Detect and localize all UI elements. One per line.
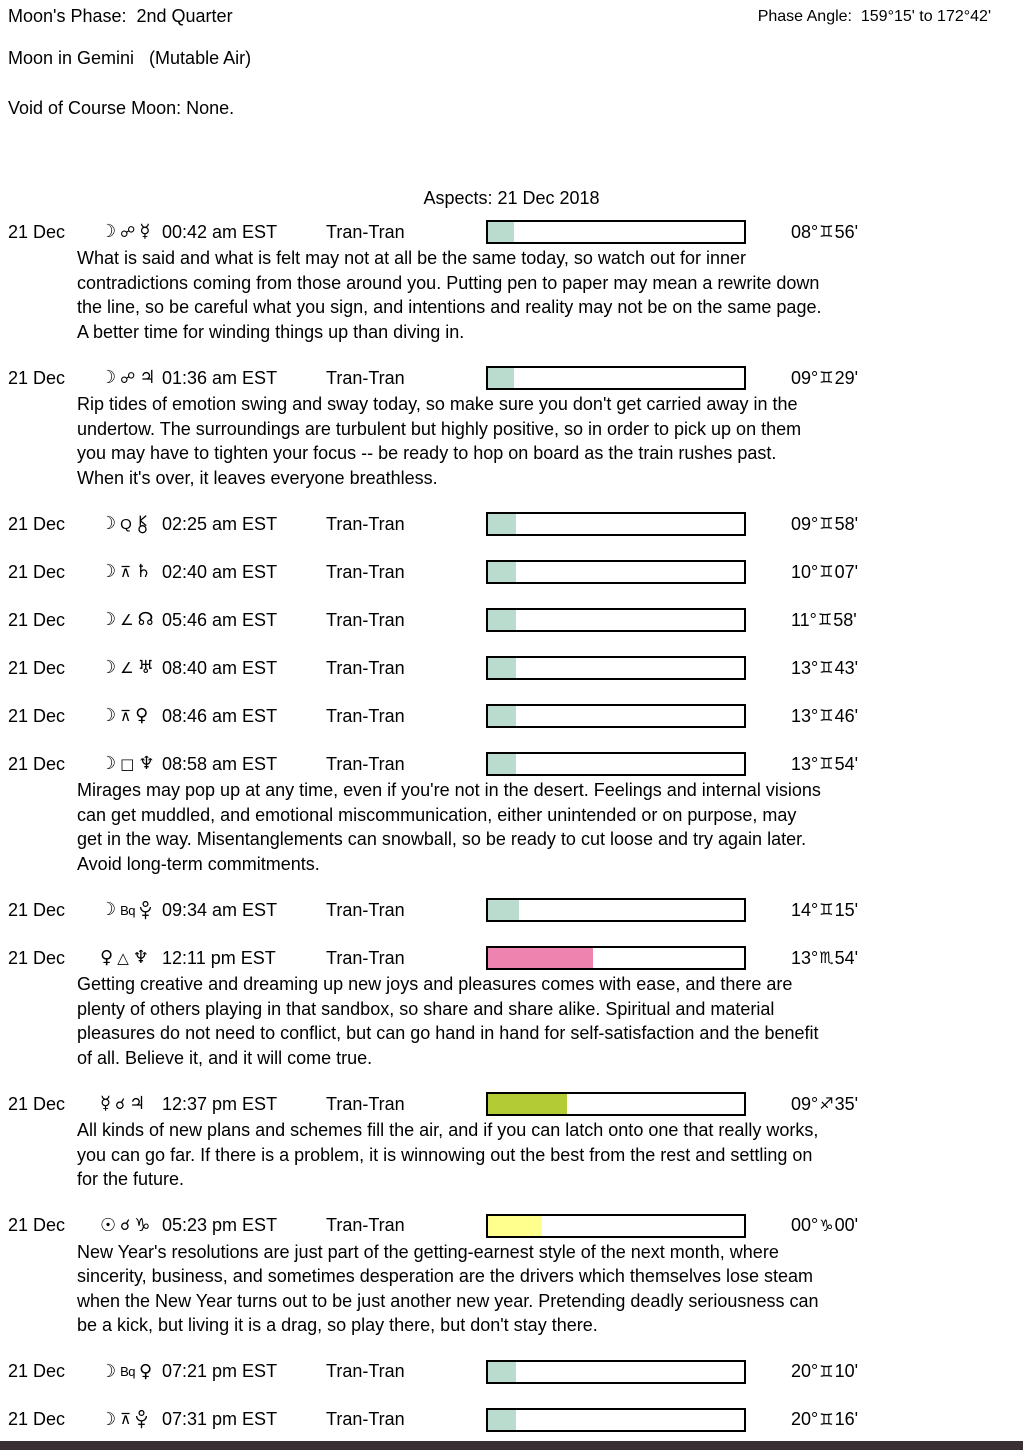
- orb-progress-fill: [488, 562, 516, 582]
- orb-progress-fill: [488, 900, 519, 920]
- description-line: undertow. The surroundings are turbulent but highly positive, so in order to pick up on them: [77, 418, 802, 439]
- aspect-symbols: [100, 611, 162, 629]
- aspect-type: Tran-Tran: [326, 561, 405, 582]
- aspect-date: 21 Dec: [8, 1361, 66, 1381]
- moon-icon: ☽: [100, 221, 117, 242]
- description-line: you may have to tighten your focus -- be ready to hop on board as the train rushes past.: [77, 443, 777, 463]
- degree-value: 09°: [791, 1093, 819, 1114]
- aspect-type: Tran-Tran: [326, 753, 405, 774]
- aspect-type: Tran-Tran: [326, 1215, 405, 1235]
- minutes-value: 07': [834, 561, 859, 582]
- aspect-date: 21 Dec: [8, 899, 66, 920]
- aspect-description: [77, 1118, 1023, 1192]
- scorpio-icon: ♏: [819, 948, 834, 967]
- aspect-symbols: [100, 1410, 162, 1429]
- orb-progress-bar: [486, 1092, 746, 1116]
- aspect-time: 08:58 am EST: [162, 753, 278, 774]
- description-line: when the New Year turns out to be just another new year. Pretending deadly seriousness can: [77, 1290, 819, 1311]
- orb-progress-fill: [488, 658, 516, 678]
- aspect-description: [77, 246, 1023, 344]
- aspect-block: [0, 510, 1023, 538]
- description-line: When it's over, it leaves everyone breathless.: [77, 467, 438, 488]
- degree-value: 09°: [791, 513, 819, 534]
- semisquare-icon: ∠: [120, 658, 134, 677]
- aspect-type: Tran-Tran: [326, 1361, 405, 1381]
- aspect-description: [77, 1240, 1023, 1338]
- moon-icon: ☽: [100, 609, 117, 630]
- gemini-icon: ♊: [819, 754, 834, 773]
- aspect-time: 00:42 am EST: [162, 221, 278, 242]
- aspect-symbols: [100, 755, 162, 773]
- gemini-icon: ♊: [819, 514, 834, 533]
- gemini-icon: ♊: [817, 610, 833, 629]
- degree-value: 14°: [791, 899, 819, 920]
- moon-icon: ☽: [100, 899, 117, 920]
- square-icon: □: [120, 754, 135, 773]
- aspect-row: [0, 750, 1023, 778]
- semisquare-icon: ∠: [120, 610, 134, 629]
- opposition-icon: ☍: [120, 222, 136, 241]
- minutes-value: 46': [834, 705, 859, 726]
- quincunx-icon: ⊼: [120, 562, 132, 581]
- gemini-icon: ♊: [819, 368, 834, 387]
- aspect-degree: [791, 900, 858, 921]
- aspect-date: 21 Dec: [8, 609, 66, 630]
- minutes-value: 16': [834, 1409, 859, 1429]
- aspect-row: [0, 1358, 1023, 1386]
- orb-progress-bar: [486, 1214, 746, 1238]
- aspect-degree: [791, 1094, 858, 1115]
- aspect-degree: [791, 658, 858, 679]
- void-of-course-text: Void of Course Moon: None.: [8, 98, 235, 118]
- aspect-row: [0, 654, 1023, 682]
- north-node-icon: ☊: [137, 609, 154, 630]
- aspect-time: 05:46 am EST: [162, 609, 278, 630]
- minutes-value: 54': [834, 753, 859, 774]
- aspect-block: [0, 1358, 1023, 1386]
- moon-icon: ☽: [100, 1408, 117, 1430]
- moon-icon: ☽: [100, 657, 117, 678]
- aspect-symbols: [100, 949, 162, 967]
- sun-icon: ☉: [100, 1214, 117, 1236]
- aspect-type: Tran-Tran: [326, 899, 405, 920]
- aspect-symbols: [100, 223, 162, 241]
- aspect-type: Tran-Tran: [326, 513, 405, 534]
- quintile-icon: Q: [120, 515, 132, 533]
- aspect-type: Tran-Tran: [326, 1093, 405, 1114]
- moon-phase-text: Moon's Phase: 2nd Quarter: [8, 6, 233, 26]
- aspect-date: 21 Dec: [8, 367, 66, 388]
- description-line: All kinds of new plans and schemes fill the air, and if you can latch onto one that really works,: [77, 1120, 819, 1140]
- description-line: get in the way. Misentanglements can snowball, so be ready to cut loose and try again later.: [77, 829, 807, 849]
- orb-progress-fill: [488, 948, 593, 968]
- aspect-degree: [791, 1215, 858, 1236]
- orb-progress-bar: [486, 366, 746, 390]
- aspect-symbols: [100, 1214, 162, 1236]
- aspect-description: [77, 778, 1023, 876]
- description-line: A better time for winding things up than diving in.: [77, 321, 465, 342]
- moon-icon: ☽: [100, 705, 117, 726]
- degree-value: 20°: [791, 1409, 819, 1429]
- sagittarius-icon: ♐: [819, 1094, 834, 1113]
- aspect-symbols: [100, 369, 162, 387]
- degree-value: 13°: [791, 705, 819, 726]
- aspect-type: Tran-Tran: [326, 1409, 405, 1429]
- orb-progress-fill: [488, 368, 514, 388]
- aspect-symbols: [100, 659, 162, 677]
- conjunction-icon: ☌: [115, 1094, 126, 1113]
- minutes-value: 29': [834, 367, 859, 388]
- aspect-type: Tran-Tran: [326, 657, 405, 678]
- aspect-time: 09:34 am EST: [162, 899, 278, 920]
- aspect-row: [0, 896, 1023, 924]
- aspect-type: Tran-Tran: [326, 221, 405, 242]
- aspect-description: [77, 972, 1023, 1070]
- minutes-value: 58': [833, 609, 857, 630]
- aspect-row: [0, 1212, 1023, 1240]
- aspect-block: [0, 606, 1023, 634]
- aspect-symbols: [100, 563, 162, 581]
- aspect-time: 07:31 pm EST: [162, 1409, 278, 1429]
- phase-angle-text: Phase Angle: 159°15' to 172°42': [757, 8, 991, 25]
- description-line: pleasures do not need to conflict, but can go hand in hand for self-satisfaction and the benefit: [77, 1023, 819, 1043]
- aspect-block: [0, 364, 1023, 490]
- aspect-time: 12:11 pm EST: [162, 947, 276, 968]
- aspect-row: [0, 558, 1023, 586]
- orb-progress-fill: [488, 754, 516, 774]
- degree-value: 10°: [791, 561, 819, 582]
- orb-progress-bar: [486, 1360, 746, 1384]
- aspect-symbols: [100, 515, 162, 534]
- degree-value: 08°: [791, 221, 819, 242]
- aspect-block: [0, 1090, 1023, 1192]
- aspect-type: Tran-Tran: [326, 609, 405, 630]
- moon-icon: ☽: [100, 513, 117, 534]
- aspect-degree: [791, 562, 858, 583]
- aspect-time: 08:40 am EST: [162, 657, 278, 678]
- aspect-time: 07:21 pm EST: [162, 1361, 278, 1381]
- aspect-degree: [791, 948, 858, 969]
- gemini-icon: ♊: [819, 1409, 834, 1429]
- capricorn-icon: ♑: [134, 1214, 151, 1236]
- neptune-icon: ♆: [138, 753, 155, 774]
- aspect-block: [0, 218, 1023, 344]
- venus-icon: ♀: [100, 947, 114, 968]
- description-line: can get muddled, and emotional miscommunication, either unintended or on purpose, may: [77, 804, 797, 825]
- aspect-description: [77, 392, 1023, 490]
- aspect-block: [0, 558, 1023, 586]
- degree-value: 13°: [791, 947, 819, 968]
- venus-icon: ♀: [135, 705, 149, 726]
- degree-value: 09°: [791, 367, 819, 388]
- description-line: Avoid long-term commitments.: [77, 853, 320, 874]
- orb-progress-fill: [488, 222, 514, 242]
- aspect-row: [0, 606, 1023, 634]
- aspect-block: [0, 702, 1023, 730]
- jupiter-icon: ♃: [129, 1093, 146, 1114]
- venus-icon: ♀: [139, 1360, 153, 1382]
- minutes-value: 00': [834, 1215, 859, 1235]
- aspect-symbols: [100, 1095, 162, 1113]
- minutes-value: 56': [834, 221, 859, 242]
- description-line: Rip tides of emotion swing and sway today, so make sure you don't get carried away in the: [77, 394, 798, 414]
- description-line: for the future.: [77, 1169, 185, 1189]
- aspect-symbols: [100, 901, 162, 920]
- conjunction-icon: ☌: [120, 1216, 131, 1234]
- aspect-degree: [791, 610, 857, 631]
- aspect-degree: [791, 1361, 858, 1382]
- trine-icon: △: [117, 948, 129, 967]
- pluto-icon: [135, 1410, 148, 1429]
- gemini-icon: ♊: [819, 1361, 834, 1381]
- aspect-block: [0, 896, 1023, 924]
- gemini-icon: ♊: [819, 658, 834, 677]
- quincunx-icon: ⊼: [120, 1410, 132, 1428]
- aspect-date: 21 Dec: [8, 705, 66, 726]
- aspect-date: 21 Dec: [8, 561, 66, 582]
- aspect-degree: [791, 754, 858, 775]
- moon-icon: ☽: [100, 753, 117, 774]
- degree-value: 13°: [791, 753, 819, 774]
- aspect-row: [0, 702, 1023, 730]
- moon-icon: ☽: [100, 561, 117, 582]
- aspect-block: [0, 750, 1023, 876]
- capricorn-icon: ♑: [819, 1215, 834, 1235]
- minutes-value: 58': [834, 513, 859, 534]
- aspect-row: [0, 1090, 1023, 1118]
- aspect-symbols: [100, 1360, 162, 1382]
- description-line: contradictions coming from those around you. Putting pen to paper may mean a rewrite down: [77, 272, 820, 293]
- report-header: [0, 0, 1023, 27]
- pluto-icon: [139, 901, 152, 920]
- description-line: sincerity, business, and sometimes desperation are the drivers which themselves lose steam: [77, 1266, 813, 1286]
- orb-progress-bar: [486, 560, 746, 584]
- aspect-date: 21 Dec: [8, 753, 66, 774]
- degree-value: 20°: [791, 1361, 819, 1381]
- aspect-time: 08:46 am EST: [162, 705, 278, 726]
- aspect-type: Tran-Tran: [326, 367, 405, 388]
- saturn-icon: ♄: [135, 561, 152, 582]
- minutes-value: 10': [834, 1361, 859, 1381]
- degree-value: 11°: [791, 609, 817, 630]
- gemini-icon: ♊: [819, 562, 834, 581]
- aspect-type: Tran-Tran: [326, 947, 405, 968]
- description-line: you can go far. If there is a problem, it is winnowing out the best from the rest and settling on: [77, 1144, 813, 1165]
- aspect-row: [0, 218, 1023, 246]
- opposition-icon: ☍: [120, 368, 136, 387]
- aspect-degree: [791, 706, 858, 727]
- jupiter-icon: ♃: [139, 367, 156, 388]
- aspect-time: 12:37 pm EST: [162, 1093, 278, 1114]
- aspect-date: 21 Dec: [8, 947, 66, 968]
- minutes-value: 43': [834, 657, 859, 678]
- orb-progress-bar: [486, 946, 746, 970]
- orb-progress-fill: [488, 1410, 516, 1430]
- aspect-date: 21 Dec: [8, 1215, 66, 1235]
- uranus-icon: ♅: [137, 657, 154, 678]
- aspect-degree: [791, 368, 858, 389]
- gemini-icon: ♊: [819, 900, 834, 919]
- biquintile-icon: Bq: [120, 1364, 136, 1379]
- chiron-icon: [136, 515, 149, 534]
- orb-progress-bar: [486, 656, 746, 680]
- aspect-time: 02:25 am EST: [162, 513, 278, 534]
- degree-value: 13°: [791, 657, 819, 678]
- moon-icon: ☽: [100, 1360, 117, 1382]
- aspect-date: 21 Dec: [8, 513, 66, 534]
- orb-progress-bar: [486, 704, 746, 728]
- description-line: of all. Believe it, and it will come true.: [77, 1047, 373, 1068]
- aspect-degree: [791, 222, 858, 243]
- degree-value: 00°: [791, 1215, 819, 1235]
- description-line: Mirages may pop up at any time, even if you're not in the desert. Feelings and internal visions: [77, 780, 821, 800]
- orb-progress-bar: [486, 512, 746, 536]
- orb-progress-fill: [488, 514, 516, 534]
- orb-progress-fill: [488, 1362, 516, 1382]
- aspect-row: [0, 364, 1023, 392]
- orb-progress-bar: [486, 220, 746, 244]
- quincunx-icon: ⊼: [120, 706, 132, 725]
- orb-progress-bar: [486, 608, 746, 632]
- description-line: What is said and what is felt may not at all be the same today, so watch out for inner: [77, 248, 747, 268]
- orb-progress-fill: [488, 1216, 542, 1236]
- orb-progress-bar: [486, 752, 746, 776]
- aspect-degree: [791, 514, 858, 535]
- biquintile-icon: Bq: [120, 902, 136, 918]
- orb-progress-fill: [488, 610, 516, 630]
- aspect-symbols: [100, 707, 162, 725]
- gemini-icon: ♊: [819, 706, 834, 725]
- aspect-time: 02:40 am EST: [162, 561, 278, 582]
- mercury-icon: ☿: [100, 1093, 112, 1114]
- aspect-list: [0, 218, 1023, 1434]
- aspect-date: 21 Dec: [8, 221, 66, 242]
- aspects-title: Aspects: 21 Dec 2018: [423, 188, 600, 208]
- description-line: plenty of others playing in that sandbox, so share and share alike. Spiritual and material: [77, 998, 775, 1019]
- orb-progress-bar: [486, 1408, 746, 1432]
- gemini-icon: ♊: [819, 222, 834, 241]
- aspect-block: [0, 1212, 1023, 1338]
- section-divider-bar: [0, 1441, 1023, 1450]
- aspect-type: Tran-Tran: [326, 705, 405, 726]
- moon-icon: ☽: [100, 367, 117, 388]
- mercury-icon: ☿: [139, 221, 151, 242]
- aspect-date: 21 Dec: [8, 657, 66, 678]
- orb-progress-fill: [488, 1094, 567, 1114]
- aspect-date: 21 Dec: [8, 1409, 66, 1429]
- aspect-row: [0, 944, 1023, 972]
- aspect-time: 05:23 pm EST: [162, 1215, 278, 1235]
- minutes-value: 35': [834, 1093, 859, 1114]
- description-line: New Year's resolutions are just part of the getting-earnest style of the next month, where: [77, 1241, 779, 1262]
- aspect-date: 21 Dec: [8, 1093, 66, 1114]
- aspect-time: 01:36 am EST: [162, 367, 278, 388]
- neptune-icon: ♆: [132, 947, 149, 968]
- description-line: Getting creative and dreaming up new joys and pleasures comes with ease, and there are: [77, 974, 793, 994]
- aspect-block: [0, 1406, 1023, 1434]
- minutes-value: 54': [834, 947, 859, 968]
- aspect-block: [0, 654, 1023, 682]
- description-line: the line, so be careful what you sign, and intentions and reality may not be on the same page.: [77, 297, 822, 317]
- orb-progress-fill: [488, 706, 516, 726]
- minutes-value: 15': [834, 899, 859, 920]
- aspect-degree: [791, 1409, 858, 1430]
- aspect-row: [0, 510, 1023, 538]
- moon-sign-text: Moon in Gemini (Mutable Air): [8, 48, 252, 68]
- aspect-block: [0, 944, 1023, 1070]
- orb-progress-bar: [486, 898, 746, 922]
- description-line: be a kick, but living it is a drag, so play there, but don't stay there.: [77, 1315, 598, 1335]
- aspect-row: [0, 1406, 1023, 1434]
